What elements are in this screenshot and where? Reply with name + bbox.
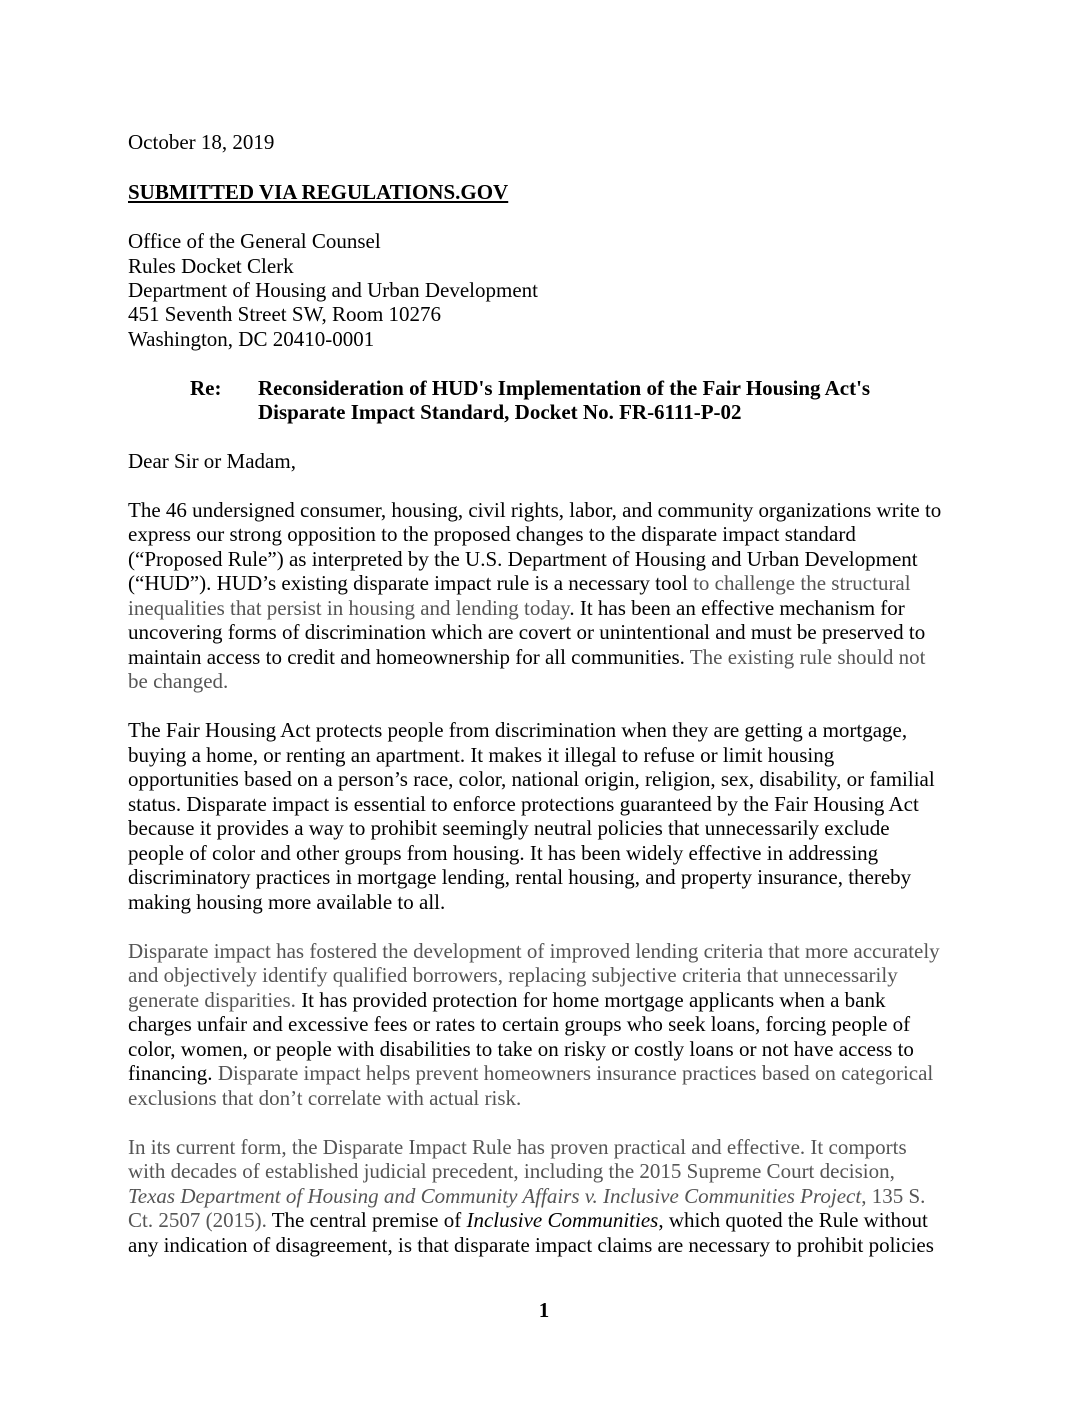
- paragraph-line: making housing more available to all.: [128, 890, 446, 914]
- paragraph-line: In its current form, the Disparate Impact Rule has proven practical and effective. It comports: [128, 1135, 907, 1159]
- paragraph-line: [128, 571, 911, 596]
- text-span: Ct. 2507 (2015).: [128, 1208, 267, 1232]
- paragraph-line: [128, 645, 925, 670]
- paragraph-line: discriminatory practices in mortgage lending, rental housing, and property insurance, thereby: [128, 865, 912, 889]
- paragraph-line: charges unfair and excessive fees or rates to certain groups who seek loans, forcing people of: [128, 1012, 911, 1036]
- recipient-line: Rules Docket Clerk: [128, 254, 294, 278]
- recipient-line: Washington, DC 20410-0001: [128, 327, 375, 351]
- paragraph-line: exclusions that don’t correlate with actual risk.: [128, 1086, 522, 1110]
- text-span: to challenge the structural: [687, 571, 911, 595]
- paragraph-line: people of color and other groups from housing. It has been widely effective in addressing: [128, 841, 879, 865]
- paragraph-line: The 46 undersigned consumer, housing, civil rights, labor, and community organizations write to: [128, 498, 942, 522]
- paragraph-line: buying a home, or renting an apartment. It makes it illegal to refuse or limit housing: [128, 743, 835, 767]
- paragraph-line: express our strong opposition to the proposed changes to the disparate impact standard: [128, 522, 856, 546]
- text-span: The existing rule should not: [684, 645, 926, 669]
- text-span: . It has been an effective mechanism for: [569, 596, 905, 620]
- case-name-italic: Texas Department of Housing and Community Affairs v. Inclusive Communities Project: [128, 1184, 862, 1208]
- paragraph-line: color, women, or people with disabilities to take on risky or costly loans or not have access to: [128, 1037, 914, 1061]
- paragraph-line: [128, 1208, 928, 1233]
- paragraph-line: and objectively identify qualified borrowers, replacing subjective criteria that unnecessarily: [128, 963, 898, 987]
- re-subject-line: Disparate Impact Standard, Docket No. FR-6111-P-02: [258, 400, 742, 424]
- paragraph-line: with decades of established judicial precedent, including the 2015 Supreme Court decision,: [128, 1159, 895, 1183]
- paragraph-line: [128, 596, 905, 621]
- paragraph-line: be changed.: [128, 669, 229, 693]
- re-subject-line: Reconsideration of HUD's Implementation of the Fair Housing Act's: [258, 376, 871, 400]
- paragraph-line: uncovering forms of discrimination which are covert or unintentional and must be preserved to: [128, 620, 926, 644]
- text-span: (“HUD”). HUD’s existing disparate impact rule is a necessary tool: [128, 571, 688, 595]
- paragraph-line: [128, 988, 886, 1013]
- recipient-line: Office of the General Counsel: [128, 229, 381, 253]
- text-span: generate disparities.: [128, 988, 296, 1012]
- paragraph-line: status. Disparate impact is essential to enforce protections guaranteed by the Fair Housing Act: [128, 792, 919, 816]
- submission-heading: SUBMITTED VIA REGULATIONS.GOV: [128, 180, 509, 204]
- paragraph-line: The Fair Housing Act protects people from discrimination when they are getting a mortgage,: [128, 718, 908, 742]
- text-span: It has provided protection for home mortgage applicants when a bank: [295, 988, 886, 1012]
- text-span: , which quoted the Rule without: [658, 1208, 928, 1232]
- text-span: The central premise of: [266, 1208, 467, 1232]
- recipient-line: Department of Housing and Urban Development: [128, 278, 538, 302]
- paragraph-line: Disparate impact has fostered the development of improved lending criteria that more accurately: [128, 939, 940, 963]
- recipient-line: 451 Seventh Street SW, Room 10276: [128, 302, 442, 326]
- re-label: Re:: [190, 376, 222, 400]
- text-span: , 135 S.: [861, 1184, 926, 1208]
- salutation: Dear Sir or Madam,: [128, 449, 296, 473]
- paragraph-line: (“Proposed Rule”) as interpreted by the U.S. Department of Housing and Urban Development: [128, 547, 918, 571]
- text-span: maintain access to credit and homeownership for all communities.: [128, 645, 685, 669]
- paragraph-line: because it provides a way to prohibit seemingly neutral policies that unnecessarily exclude: [128, 816, 890, 840]
- case-name-italic: Inclusive Communities: [466, 1208, 659, 1232]
- text-span: inequalities that persist in housing and lending today: [128, 596, 570, 620]
- paragraph-line: any indication of disagreement, is that disparate impact claims are necessary to prohibit policies: [128, 1233, 934, 1257]
- paragraph-line: [128, 1184, 925, 1209]
- text-span: Disparate impact helps prevent homeowners insurance practices based on categorical: [212, 1061, 934, 1085]
- letter-date: October 18, 2019: [128, 130, 275, 154]
- paragraph-line: [128, 1061, 933, 1086]
- paragraph-line: opportunities based on a person’s race, color, national origin, religion, sex, disability, or familial: [128, 767, 935, 791]
- text-span: financing.: [128, 1061, 213, 1085]
- page-number: 1: [538, 1298, 550, 1322]
